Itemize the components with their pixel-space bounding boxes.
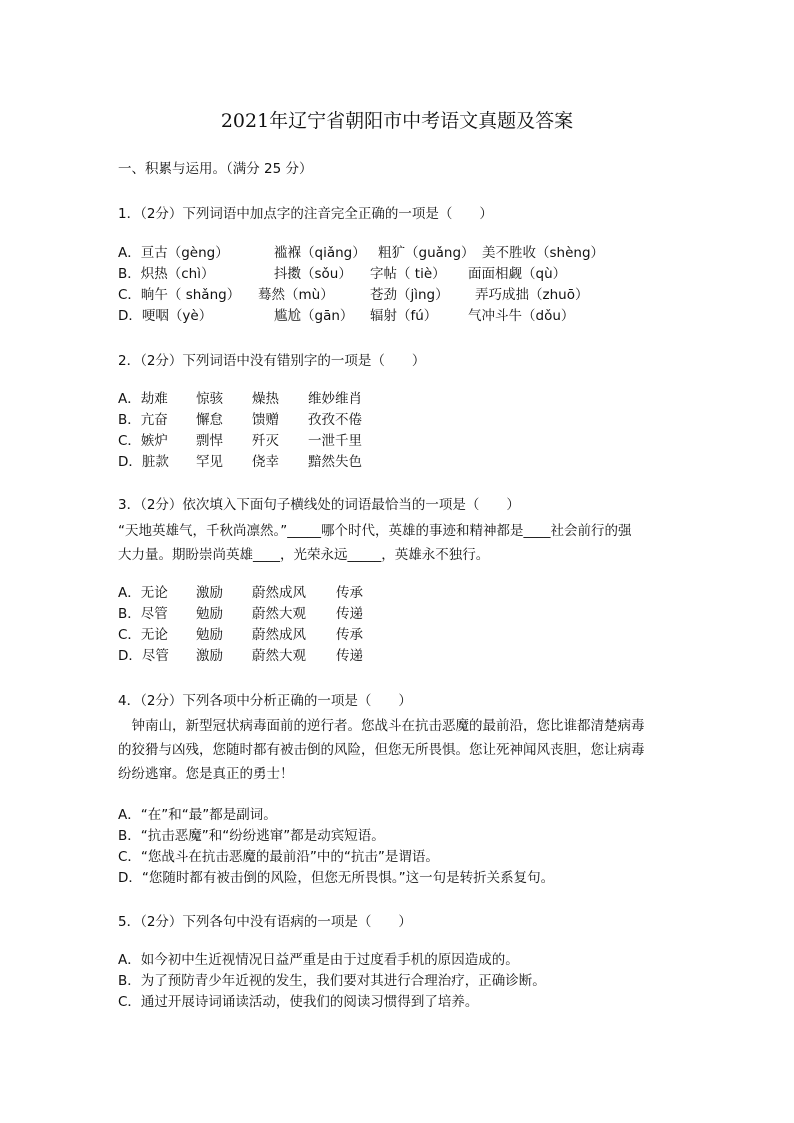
option-word: 懈怠	[196, 412, 223, 428]
option-word: 粗犷（guǎng）	[378, 245, 475, 261]
option-word: 一泄千里	[308, 433, 362, 449]
option-label: D．脏款	[118, 454, 169, 470]
option-word: 气冲斗牛（dǒu）	[468, 308, 575, 324]
q5-option-c[interactable]: C．通过开展诗词诵读活动，使我们的阅读习惯得到了培养。	[118, 994, 479, 1010]
option-word: 蔚然大观	[252, 606, 306, 622]
option-label: B．亢奋	[118, 412, 168, 428]
option-label: C．晌午（ shǎng）	[118, 287, 241, 303]
option-word: 弄巧成拙（zhuō）	[475, 287, 589, 303]
option-word: 侥幸	[252, 454, 279, 470]
option-word: 勉励	[196, 606, 223, 622]
option-word: 抖擞（sǒu）	[274, 266, 352, 282]
option-word: 蔚然成风	[252, 627, 306, 643]
q4-passage	[118, 714, 678, 786]
option-word: 蔚然成风	[252, 585, 306, 601]
option-word: 馈赠	[252, 412, 279, 428]
option-label: B．炽热（chì）	[118, 266, 215, 282]
option-label: B．尽管	[118, 606, 168, 622]
option-label: D．尽管	[118, 648, 169, 664]
option-word: 蔚然大观	[252, 648, 306, 664]
option-word: 激励	[196, 648, 223, 664]
q4-option-d[interactable]: D．“您随时都有被击倒的风险，但您无所畏惧。”这一句是转折关系复句。	[118, 870, 555, 886]
option-label: A．亘古（gèng）	[118, 245, 229, 261]
option-word: 剽悍	[196, 433, 223, 449]
option-word: 美不胜收（shèng）	[482, 245, 605, 261]
option-word: 激励	[196, 585, 223, 601]
option-word: 黯然失色	[308, 454, 362, 470]
q4-passage-line: 的狡猾与凶残，您随时都有被击倒的风险，但您无所畏惧。您让死神闻风丧胆，您让病毒	[118, 742, 645, 758]
option-word: 蓦然（mù）	[258, 287, 334, 303]
option-label: A．无论	[118, 585, 168, 601]
option-word: 歼灭	[252, 433, 279, 449]
option-word: 传递	[336, 606, 363, 622]
q5-option-a[interactable]: A．如今初中生近视情况日益严重是由于过度看手机的原因造成的。	[118, 952, 519, 968]
option-word: 孜孜不倦	[308, 412, 362, 428]
page-title: 2021年辽宁省朝阳市中考语文真题及答案	[220, 110, 574, 132]
q4-option-a[interactable]: A．“在”和“最”都是副词。	[118, 807, 277, 823]
option-word: 字帖（ tiè）	[370, 266, 446, 282]
option-word: 传递	[336, 648, 363, 664]
question-5-stem: 5．（2分）下列各句中没有语病的一项是（ ）	[118, 914, 412, 930]
q3-passage-line-2: 大力量。期盼崇尚英雄____，光荣永远_____，英雄永不独行。	[118, 547, 490, 563]
q4-passage-line: 纷纷逃窜。您是真正的勇士！	[118, 766, 294, 782]
q4-option-c[interactable]: C．“您战斗在抗击恶魔的最前沿”中的“抗击”是谓语。	[118, 849, 439, 865]
option-label: C．无论	[118, 627, 168, 643]
q3-passage-line-1: “天地英雄气，千秋尚凛然。”_____哪个时代，英雄的事迹和精神都是____社会前行的强	[118, 523, 632, 539]
option-word: 传承	[336, 585, 363, 601]
question-2-stem: 2．（2分）下列词语中没有错别字的一项是（ ）	[118, 353, 426, 369]
option-word: 维妙维肖	[308, 391, 362, 407]
option-word: 勉励	[196, 627, 223, 643]
option-word: 惊骇	[196, 391, 223, 407]
option-word: 褴褓（qiǎng）	[274, 245, 366, 261]
option-word: 燥热	[252, 391, 279, 407]
option-word: 尴尬（gān）	[274, 308, 354, 324]
option-word: 辐射（fú）	[370, 308, 438, 324]
question-3-stem: 3．（2分）依次填入下面句子横线处的词语最恰当的一项是（ ）	[118, 497, 520, 513]
question-1-stem: 1．（2分）下列词语中加点字的注音完全正确的一项是（ ）	[118, 206, 493, 222]
option-label: D．哽咽（yè）	[118, 308, 213, 324]
section-heading: 一、积累与运用。（满分 25 分）	[118, 161, 313, 177]
question-4-stem: 4．（2分）下列各项中分析正确的一项是（ ）	[118, 693, 412, 709]
option-word: 苍劲（jìng）	[370, 287, 449, 303]
option-label: C．嫉炉	[118, 433, 168, 449]
q5-option-b[interactable]: B．为了预防青少年近视的发生，我们要对其进行合理治疗，正确诊断。	[118, 973, 546, 989]
option-word: 罕见	[196, 454, 223, 470]
q4-passage-line: 钟南山，新型冠状病毒面前的逆行者。您战斗在抗击恶魔的最前沿，您比谁都清楚病毒	[118, 718, 645, 734]
option-word: 传承	[336, 627, 363, 643]
option-label: A．劫难	[118, 391, 168, 407]
option-word: 面面相觑（qù）	[468, 266, 567, 282]
q4-option-b[interactable]: B．“抗击恶魔”和“纷纷逃窜”都是动宾短语。	[118, 828, 385, 844]
